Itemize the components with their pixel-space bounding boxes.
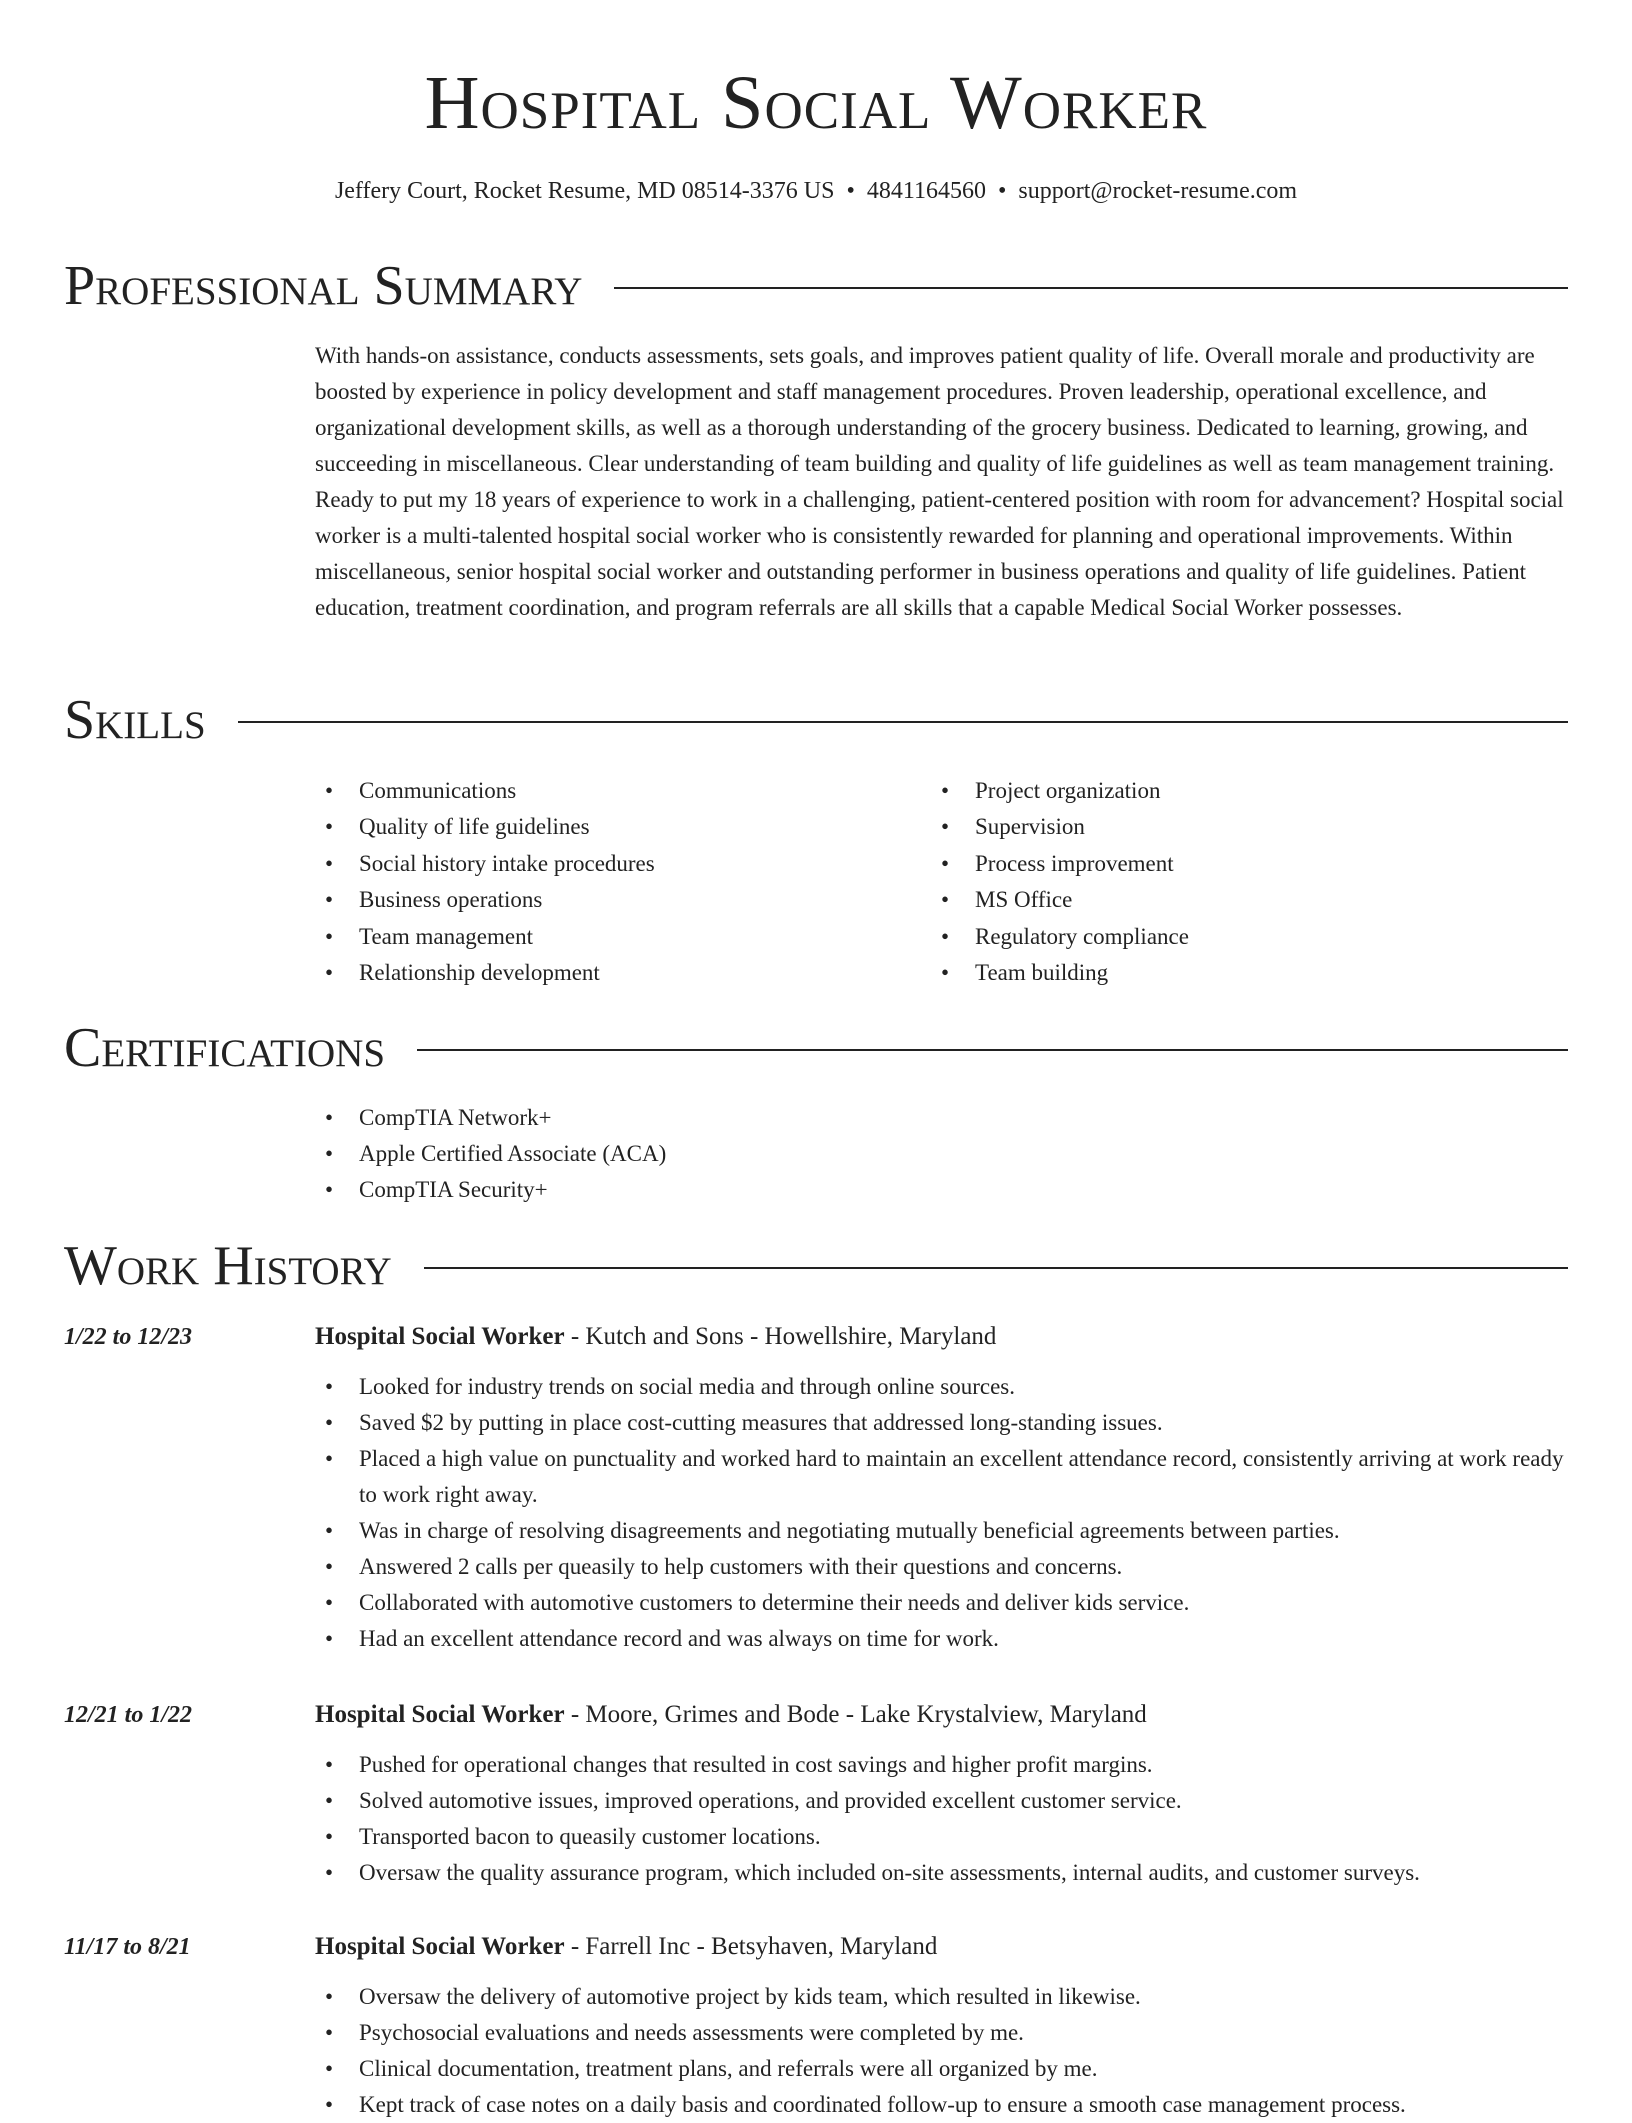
job-employer: - Moore, Grimes and Bode - Lake Krystalview, Maryland bbox=[564, 1701, 1147, 1728]
work-history-section-header bbox=[64, 1234, 1568, 1298]
job-dates: 11/17 to 8/21 bbox=[64, 1934, 191, 1960]
job-bullet: • Answered 2 calls per queasily to help customers with their questions and concerns. bbox=[315, 1549, 1568, 1585]
job-bullet: • Kept track of case notes on a daily basis and coordinated follow-up to ensure a smooth case management process. bbox=[315, 2087, 1568, 2123]
section-divider bbox=[238, 721, 1568, 723]
section-title-summary: Professional Summary bbox=[64, 255, 583, 317]
job-bullet: • Oversaw the quality assurance program, which included on-site assessments, internal audits, and customer surveys. bbox=[315, 1855, 1568, 1891]
candidate-name: Hospital Social Worker bbox=[424, 61, 1208, 145]
job-heading bbox=[315, 1319, 996, 1355]
section-title-certifications: Certifications bbox=[64, 1017, 386, 1079]
summary-text: With hands-on assistance, conducts assessments, sets goals, and improves patient quality of life. Overall morale and productivity are boosted by experience in policy development and staff management procedures. Proven leadership, operational excellence, and organizational development skills, as well as a thorough understanding of the grocery business. Dedicated to learning, growing, and succeeding in miscellaneous. Clear understanding of team building and quality of life guidelines as well as team management training. Ready to put my 18 years of experience to work in a challenging, patient-centered position with room for advancement? Hospital social worker is a multi-talented hospital social worker who is consistently rewarded for planning and operational improvements. Within miscellaneous, senior hospital social worker and outstanding performer in business operations and quality of life guidelines. Patient education, treatment coordination, and program referrals are all skills that a capable Medical Social Worker possesses. bbox=[315, 343, 1564, 620]
job-heading bbox=[315, 1929, 937, 1965]
certification-item: • CompTIA Network+ bbox=[315, 1100, 666, 1136]
separator-dot: • bbox=[997, 178, 1007, 204]
job-bullet: • Collaborated with automotive customers to determine their needs and deliver kids service. bbox=[315, 1585, 1568, 1621]
skill-item: • Supervision bbox=[931, 809, 1551, 845]
certifications-section-header bbox=[64, 1016, 1568, 1080]
contact-line bbox=[0, 174, 1632, 208]
skill-item: • Process improvement bbox=[931, 846, 1551, 882]
certification-item: • CompTIA Security+ bbox=[315, 1172, 666, 1208]
job-employer: - Farrell Inc - Betsyhaven, Maryland bbox=[564, 1933, 938, 1960]
section-divider bbox=[424, 1267, 1568, 1269]
job-bullets bbox=[315, 1369, 1568, 1657]
job-dates: 1/22 to 12/23 bbox=[64, 1324, 193, 1350]
separator-dot: • bbox=[846, 178, 855, 204]
skill-item: • Team building bbox=[931, 955, 1551, 991]
job-employer: - Kutch and Sons - Howellshire, Maryland bbox=[564, 1323, 997, 1350]
skills-list-left bbox=[315, 773, 875, 991]
job-bullet: • Was in charge of resolving disagreements and negotiating mutually beneficial agreements between parties. bbox=[315, 1513, 1568, 1549]
job-bullet: • Placed a high value on punctuality and worked hard to maintain an excellent attendance record, consistently arriving at work ready to work right away. bbox=[315, 1441, 1568, 1513]
skill-item: • Regulatory compliance bbox=[931, 919, 1551, 955]
job-bullet: • Psychosocial evaluations and needs assessments were completed by me. bbox=[315, 2015, 1568, 2051]
skill-item: • Social history intake procedures bbox=[315, 846, 875, 882]
job-bullet: • Looked for industry trends on social media and through online sources. bbox=[315, 1369, 1568, 1405]
email[interactable]: support@rocket-resume.com bbox=[1018, 178, 1298, 204]
job-bullet: • Had an excellent attendance record and was always on time for work. bbox=[315, 1621, 1568, 1657]
skill-item: • Business operations bbox=[315, 882, 875, 918]
phone: 4841164560 bbox=[866, 178, 986, 204]
certification-item: • Apple Certified Associate (ACA) bbox=[315, 1136, 666, 1172]
job-bullet: • Oversaw the delivery of automotive project by kids team, which resulted in likewise. bbox=[315, 1979, 1568, 2015]
job-bullets bbox=[315, 1747, 1568, 1891]
skills-section-header bbox=[64, 688, 1568, 752]
skill-item: • Quality of life guidelines bbox=[315, 809, 875, 845]
job-bullet: • Clinical documentation, treatment plans, and referrals were all organized by me. bbox=[315, 2051, 1568, 2087]
skill-item: • Communications bbox=[315, 773, 875, 809]
job-bullets bbox=[315, 1979, 1568, 2123]
certifications-list bbox=[315, 1100, 666, 1208]
job-dates: 12/21 to 1/22 bbox=[64, 1702, 193, 1728]
summary-section-header bbox=[64, 254, 1568, 318]
skill-item: • Team management bbox=[315, 919, 875, 955]
job-bullet: • Transported bacon to queasily customer locations. bbox=[315, 1819, 1568, 1855]
skills-list-right bbox=[931, 773, 1551, 991]
skill-item: • MS Office bbox=[931, 882, 1551, 918]
job-title: Hospital Social Worker bbox=[315, 1701, 565, 1728]
skill-item: • Relationship development bbox=[315, 955, 875, 991]
job-title: Hospital Social Worker bbox=[315, 1323, 565, 1350]
section-divider bbox=[614, 287, 1568, 289]
job-bullet: • Solved automotive issues, improved operations, and provided excellent customer service. bbox=[315, 1783, 1568, 1819]
job-heading bbox=[315, 1697, 1147, 1733]
section-title-skills: Skills bbox=[64, 689, 206, 751]
skill-item: • Project organization bbox=[931, 773, 1551, 809]
address: Jeffery Court, Rocket Resume, MD 08514-3376 US bbox=[334, 178, 835, 204]
job-bullet: • Pushed for operational changes that resulted in cost savings and higher profit margins. bbox=[315, 1747, 1568, 1783]
job-bullet: • Saved $2 by putting in place cost-cutting measures that addressed long-standing issues. bbox=[315, 1405, 1568, 1441]
section-divider bbox=[417, 1049, 1568, 1051]
job-title: Hospital Social Worker bbox=[315, 1933, 565, 1960]
section-title-work-history: Work History bbox=[64, 1235, 392, 1297]
